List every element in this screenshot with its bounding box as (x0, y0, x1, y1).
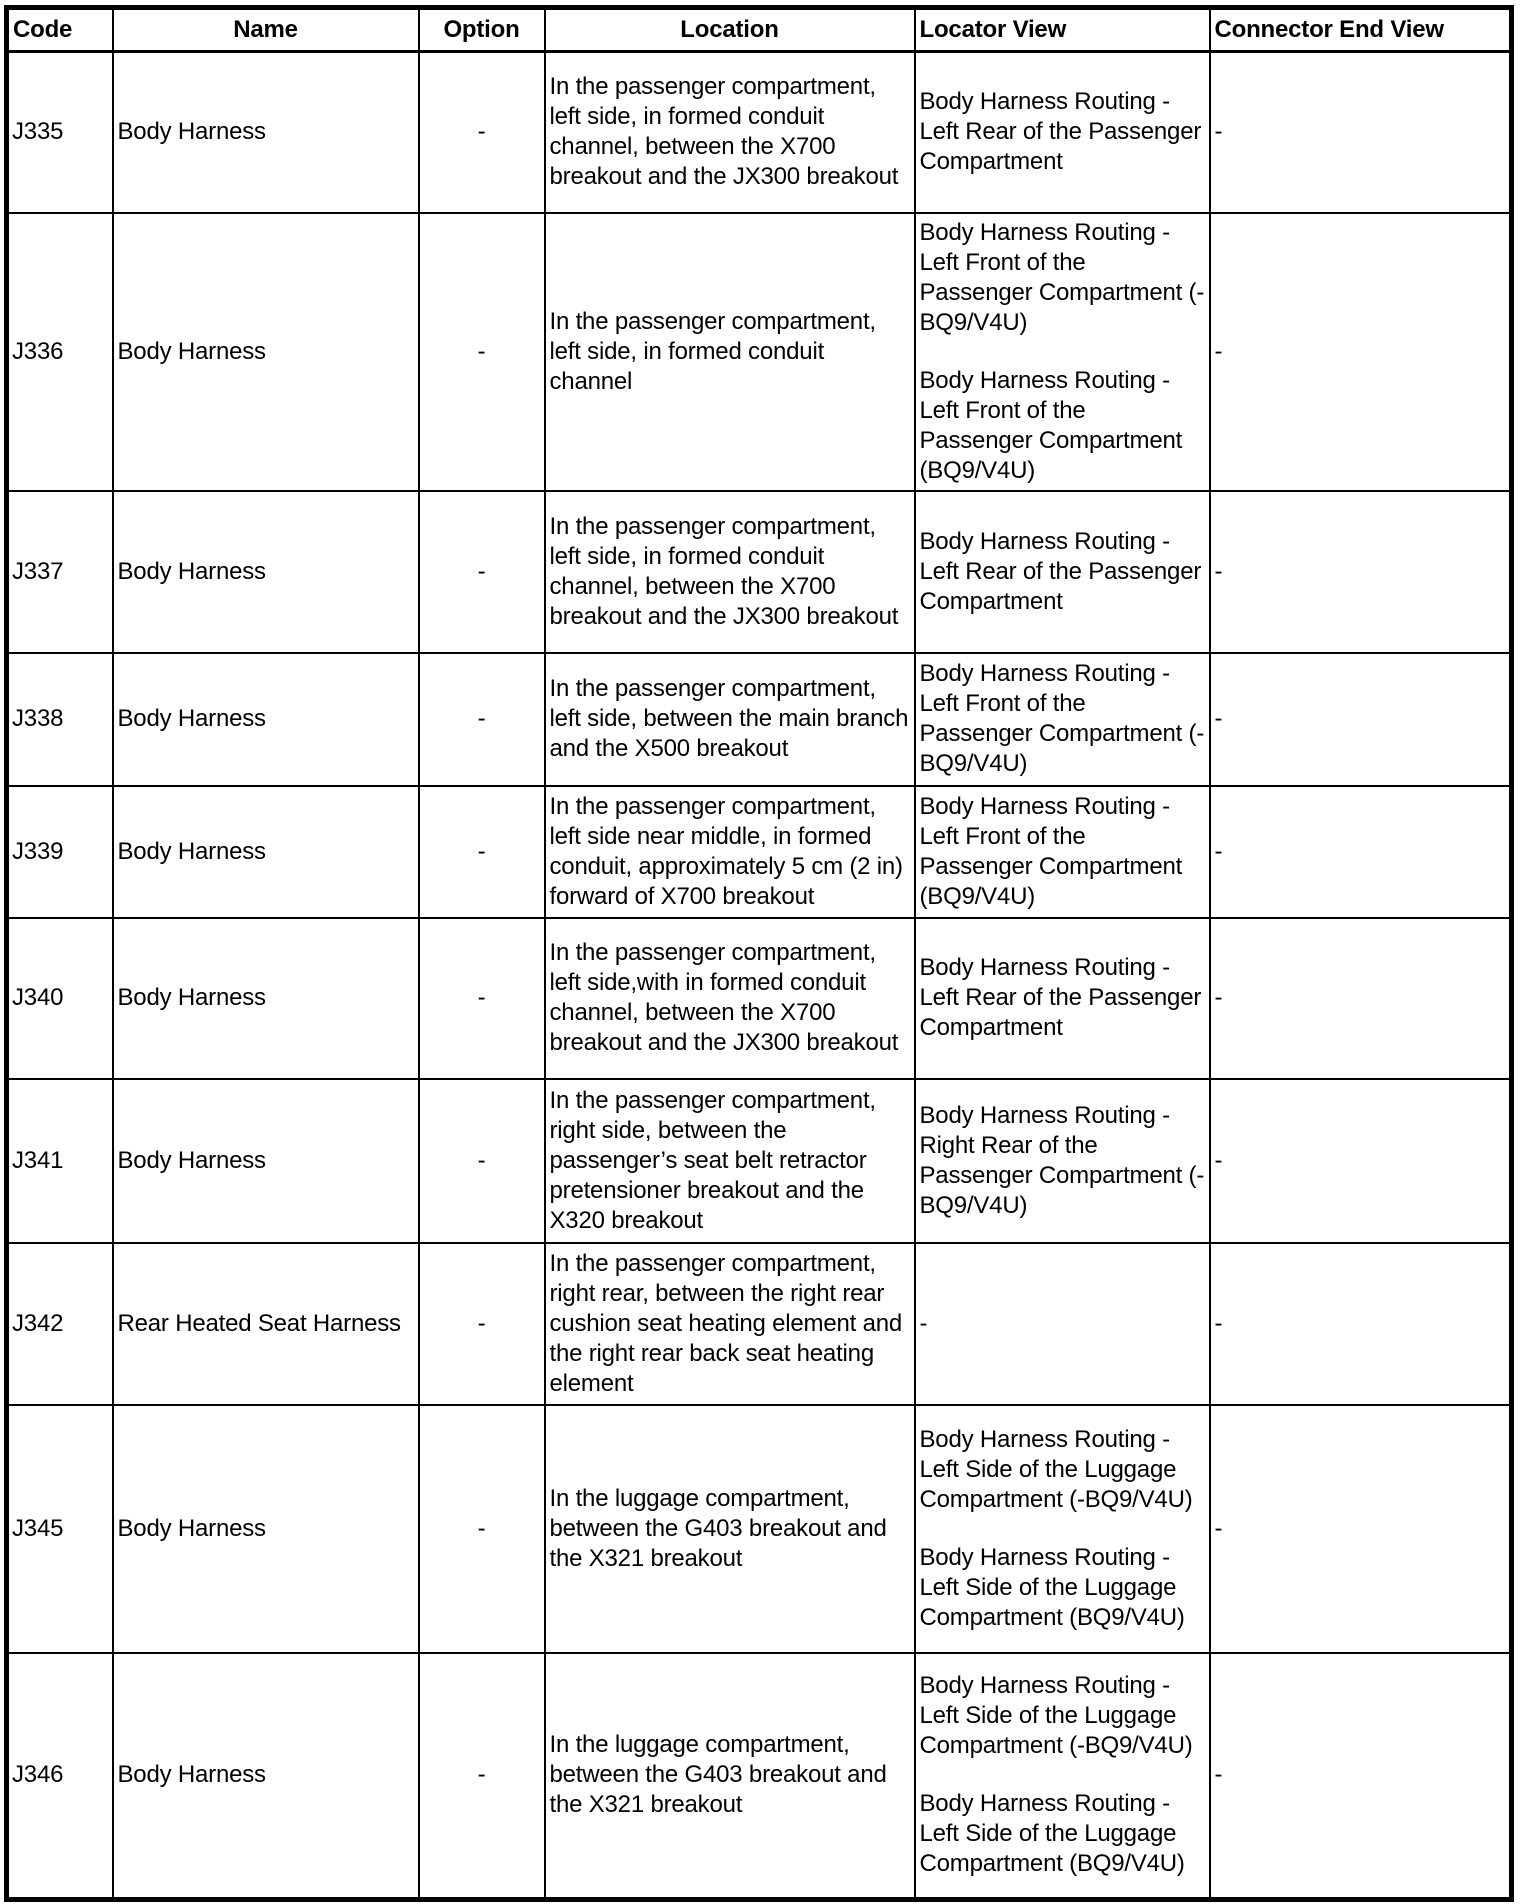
cell-code: J339 (7, 786, 113, 918)
cell-option: - (419, 491, 545, 653)
cell-name: Body Harness (113, 1079, 419, 1243)
cell-location: In the passenger compartment, right side, between the passenger’s seat belt retractor pretensioner breakout and the X320 breakout (545, 1079, 915, 1243)
locator-view-link[interactable]: Body Harness Routing - Left Front of the Passenger Compartment (-BQ9/V4U) (919, 660, 1205, 777)
locator-view-link[interactable]: Body Harness Routing - Left Rear of the Passenger Compartment (919, 88, 1202, 176)
cell-location: In the passenger compartment, left side near middle, in formed conduit, approximately 5 cm (2 in) forward of X700 breakout (545, 786, 915, 918)
cell-connector-end-view: - (1210, 786, 1512, 918)
locator-view-link[interactable]: Body Harness Routing - Left Side of the Luggage Compartment (-BQ9/V4U) (919, 1672, 1193, 1760)
header-connector-end-view: Connector End View (1210, 8, 1512, 52)
cell-location: In the passenger compartment, left side, in formed conduit channel (545, 213, 915, 491)
header-locator-view: Locator View (915, 8, 1210, 52)
cell-code: J336 (7, 213, 113, 491)
table-row (7, 653, 1512, 786)
table-row (7, 1243, 1512, 1405)
cell-connector-end-view: - (1210, 918, 1512, 1079)
cell-name: Body Harness (113, 1405, 419, 1653)
cell-locator-view (915, 52, 1210, 213)
header-code: Code (7, 8, 113, 52)
table-row (7, 918, 1512, 1079)
table-row (7, 786, 1512, 918)
cell-option: - (419, 1653, 545, 1900)
cell-option: - (419, 918, 545, 1079)
locator-view-link[interactable]: Body Harness Routing - Left Front of the Passenger Compartment (BQ9/V4U) (919, 366, 1183, 484)
cell-connector-end-view: - (1210, 213, 1512, 491)
cell-code: J338 (7, 653, 113, 786)
cell-connector-end-view: - (1210, 1653, 1512, 1900)
cell-option: - (419, 52, 545, 213)
header-row (7, 8, 1512, 52)
cell-option: - (419, 1243, 545, 1405)
cell-code: J346 (7, 1653, 113, 1900)
cell-location: In the passenger compartment, right rear, between the right rear cushion seat heating element and the right rear back seat heating element (545, 1243, 915, 1405)
cell-connector-end-view: - (1210, 1405, 1512, 1653)
cell-locator-view (915, 918, 1210, 1079)
cell-location: In the passenger compartment, left side, between the main branch and the X500 breakout (545, 653, 915, 786)
locator-view-link[interactable]: Body Harness Routing - Left Rear of the Passenger Compartment (919, 527, 1202, 615)
cell-name: Body Harness (113, 52, 419, 213)
cell-name: Body Harness (113, 653, 419, 786)
cell-location: In the passenger compartment, left side, in formed conduit channel, between the X700 breakout and the JX300 breakout (545, 491, 915, 653)
table-row (7, 52, 1512, 213)
cell-locator-view (915, 653, 1210, 786)
locator-view-value: - (919, 1309, 928, 1337)
cell-connector-end-view: - (1210, 1243, 1512, 1405)
cell-location: In the luggage compartment, between the G403 breakout and the X321 breakout (545, 1653, 915, 1900)
cell-name: Rear Heated Seat Harness (113, 1243, 419, 1405)
table-row (7, 213, 1512, 491)
cell-locator-view (915, 491, 1210, 653)
cell-connector-end-view: - (1210, 653, 1512, 786)
cell-option: - (419, 653, 545, 786)
locator-view-link[interactable]: Body Harness Routing - Left Rear of the Passenger Compartment (919, 954, 1202, 1041)
table-row (7, 1405, 1512, 1653)
cell-code: J342 (7, 1243, 113, 1405)
table-row (7, 1653, 1512, 1900)
connector-table (4, 5, 1514, 1902)
cell-code: J337 (7, 491, 113, 653)
cell-location: In the passenger compartment, left side,with in formed conduit channel, between the X700 breakout and the JX300 breakout (545, 918, 915, 1079)
cell-code: J340 (7, 918, 113, 1079)
locator-view-link[interactable]: Body Harness Routing - Left Side of the Luggage Compartment (BQ9/V4U) (919, 1790, 1185, 1878)
cell-code: J345 (7, 1405, 113, 1653)
cell-option: - (419, 786, 545, 918)
cell-code: J335 (7, 52, 113, 213)
header-name: Name (113, 8, 419, 52)
cell-name: Body Harness (113, 1653, 419, 1900)
cell-connector-end-view: - (1210, 1079, 1512, 1243)
locator-view-link[interactable]: Body Harness Routing - Left Front of the Passenger Compartment (-BQ9/V4U) (919, 218, 1205, 336)
cell-locator-view (915, 1079, 1210, 1243)
cell-locator-view (915, 1653, 1210, 1900)
cell-option: - (419, 213, 545, 491)
locator-view-link[interactable]: Body Harness Routing - Left Front of the Passenger Compartment (BQ9/V4U) (919, 792, 1183, 910)
table-row (7, 1079, 1512, 1243)
cell-locator-view (915, 1243, 1210, 1405)
cell-name: Body Harness (113, 213, 419, 491)
cell-name: Body Harness (113, 491, 419, 653)
cell-locator-view (915, 786, 1210, 918)
locator-view-link[interactable]: Body Harness Routing - Right Rear of the Passenger Compartment (-BQ9/V4U) (919, 1101, 1205, 1219)
cell-connector-end-view: - (1210, 52, 1512, 213)
header-option: Option (419, 8, 545, 52)
locator-view-link[interactable]: Body Harness Routing - Left Side of the Luggage Compartment (-BQ9/V4U) (919, 1425, 1193, 1513)
table-row (7, 491, 1512, 653)
cell-name: Body Harness (113, 918, 419, 1079)
cell-locator-view (915, 1405, 1210, 1653)
cell-location: In the luggage compartment, between the G403 breakout and the X321 breakout (545, 1405, 915, 1653)
locator-view-link[interactable]: Body Harness Routing - Left Side of the Luggage Compartment (BQ9/V4U) (919, 1543, 1185, 1631)
cell-location: In the passenger compartment, left side, in formed conduit channel, between the X700 breakout and the JX300 breakout (545, 52, 915, 213)
cell-connector-end-view: - (1210, 491, 1512, 653)
table-header (7, 8, 1512, 52)
cell-option: - (419, 1405, 545, 1653)
cell-locator-view (915, 213, 1210, 491)
header-location: Location (545, 8, 915, 52)
cell-name: Body Harness (113, 786, 419, 918)
table-body (7, 52, 1512, 1900)
cell-option: - (419, 1079, 545, 1243)
cell-code: J341 (7, 1079, 113, 1243)
